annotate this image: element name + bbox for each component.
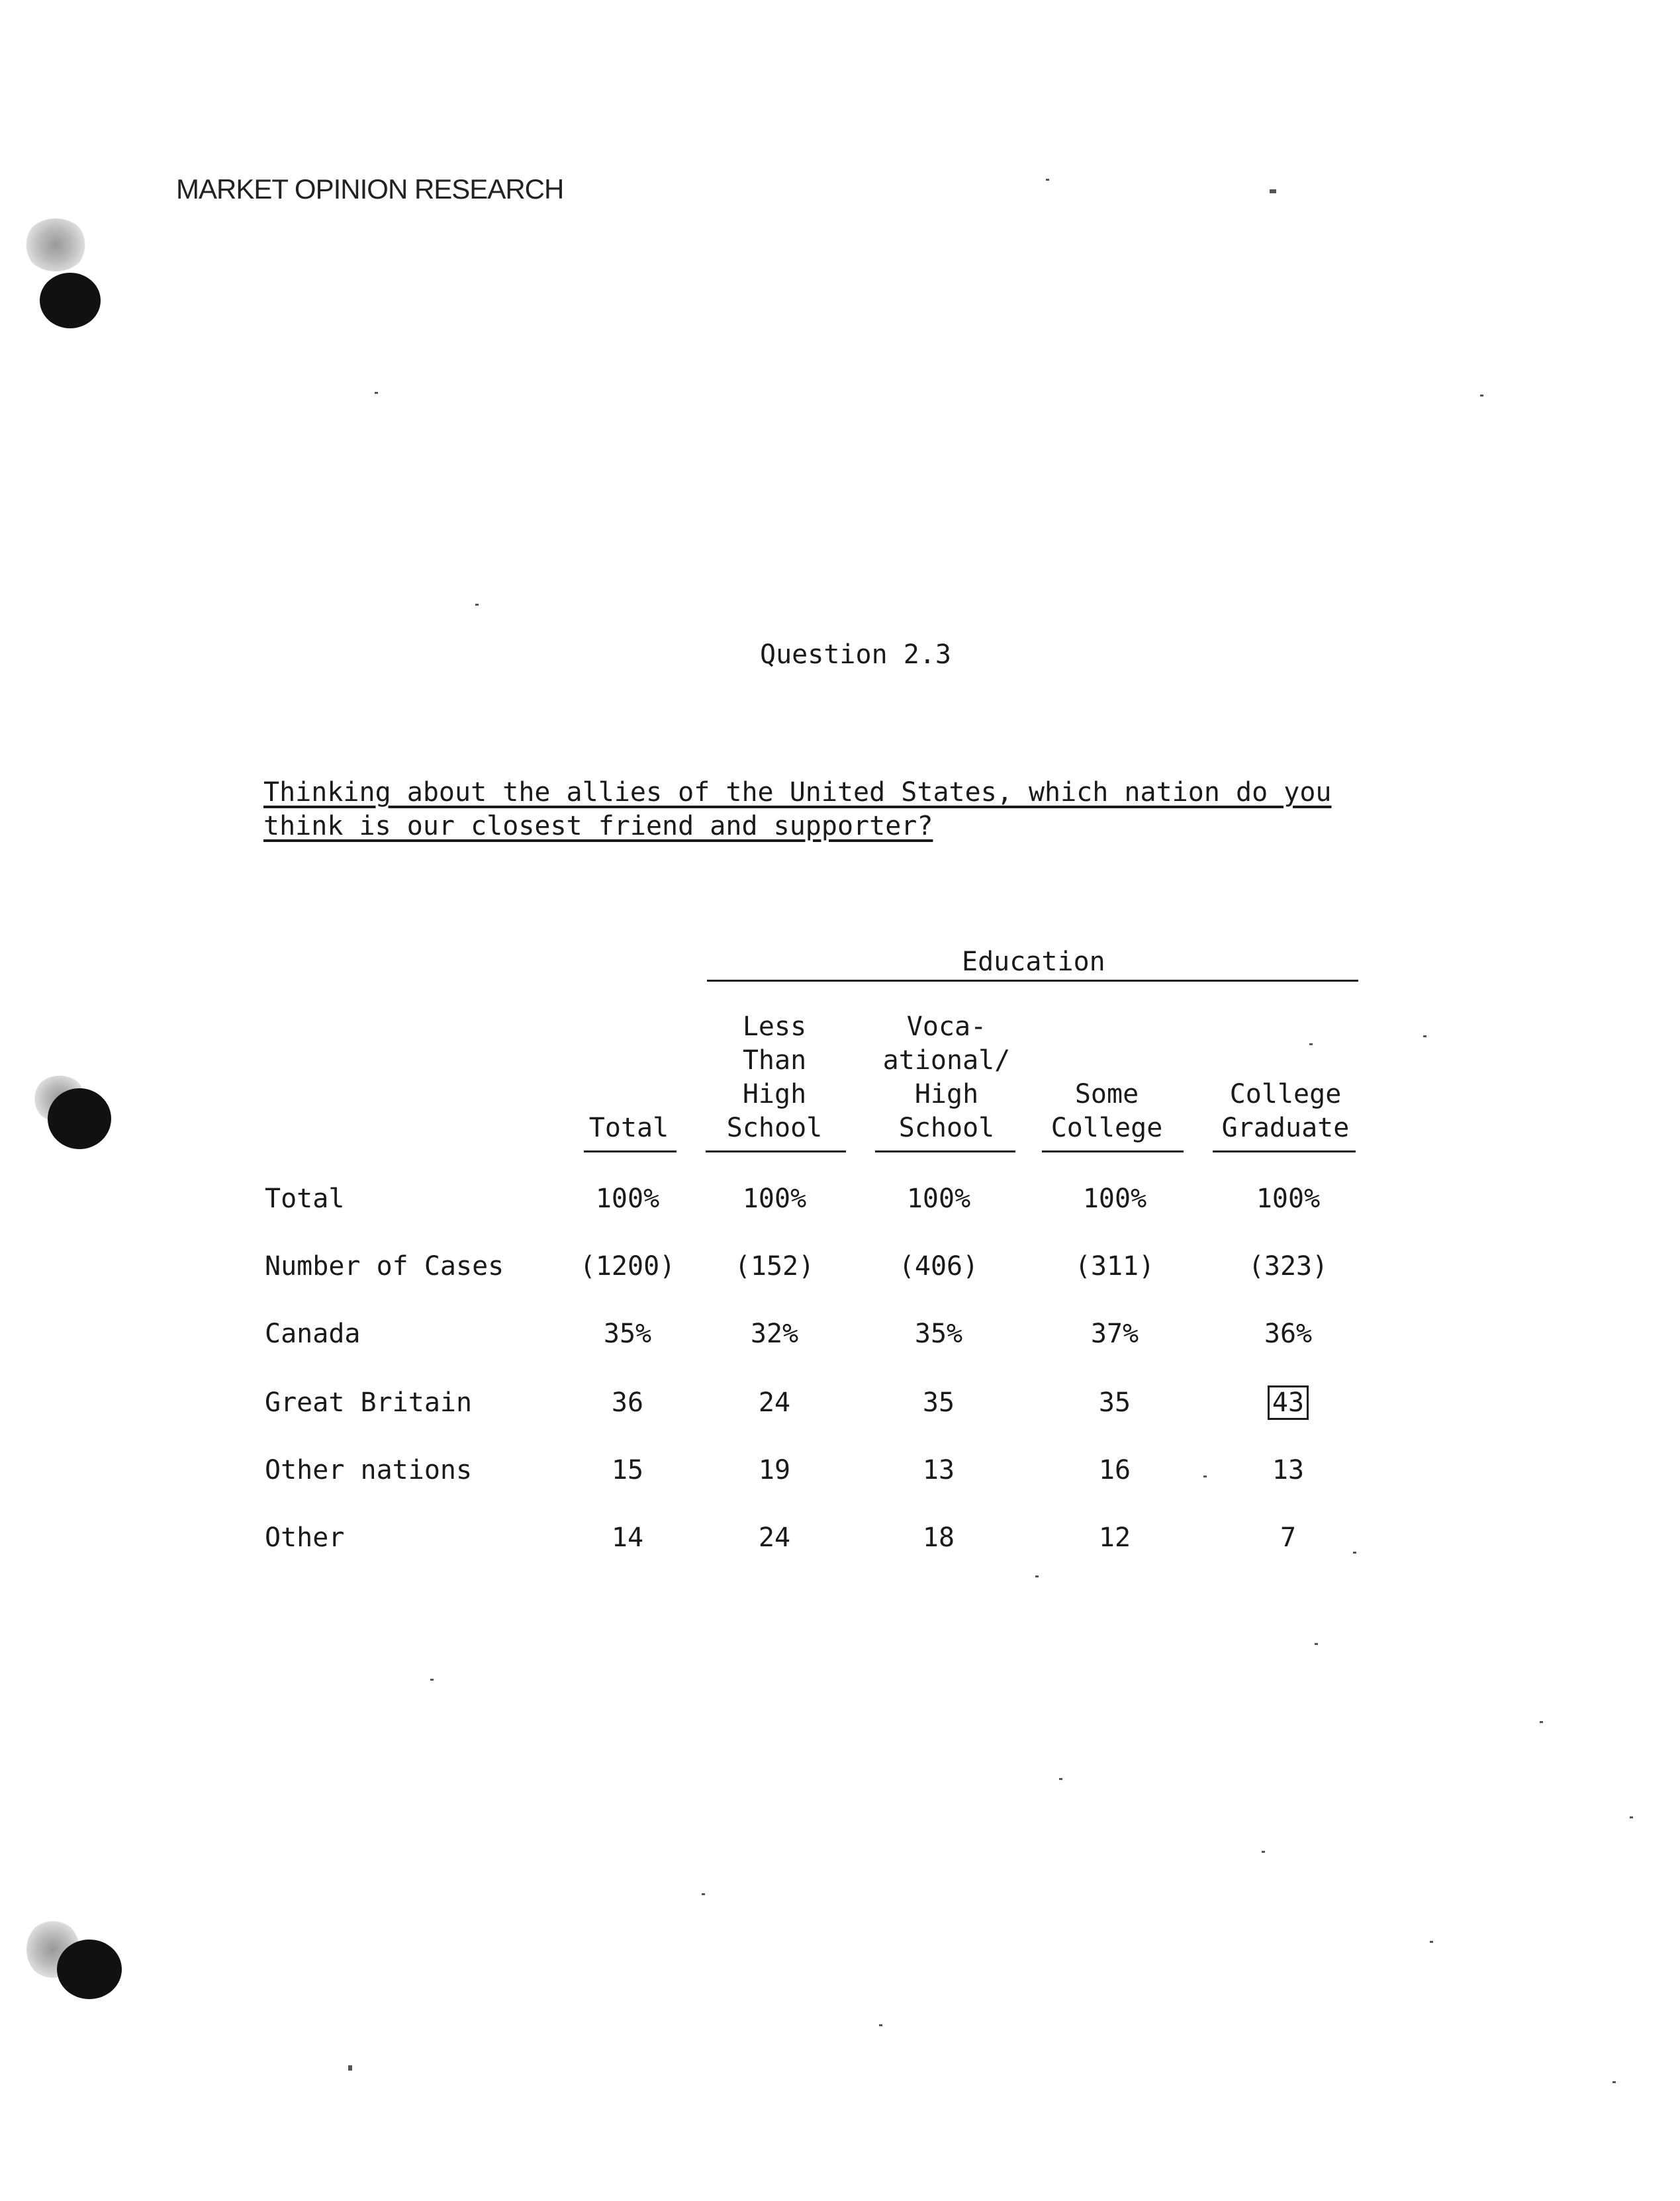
table-cell [872, 1387, 1005, 1418]
column-header-total [563, 1111, 695, 1145]
table-cell [1049, 1387, 1181, 1418]
scan-speck [1540, 1721, 1543, 1723]
table-cell [1222, 1522, 1354, 1553]
question-text [263, 776, 1332, 843]
scan-speck [1423, 1035, 1426, 1037]
cell-value: (323) [1248, 1251, 1329, 1282]
scan-speck [348, 2065, 352, 2071]
column-rule [706, 1150, 846, 1152]
table-cell [708, 1522, 841, 1553]
cell-value: 7 [1280, 1522, 1297, 1553]
table-cell [872, 1522, 1005, 1553]
scan-speck [1612, 2081, 1616, 2083]
cell-value: (311) [1074, 1251, 1155, 1282]
table-cell [561, 1455, 694, 1485]
table-cell [872, 1251, 1005, 1282]
table-cell [1222, 1184, 1354, 1214]
company-header: MARKET OPINION RESEARCH [176, 173, 564, 205]
question-line-2: think is our closest friend and supporter? [263, 811, 933, 841]
boxed-value: 43 [1268, 1385, 1309, 1420]
cell-value: (406) [898, 1251, 979, 1282]
table-cell [1049, 1251, 1181, 1282]
punch-hole [40, 273, 101, 328]
table-cell [708, 1455, 841, 1485]
cell-value: 13 [1272, 1455, 1305, 1485]
punch-hole-fuzz [24, 218, 87, 271]
column-header-line: High [742, 1079, 807, 1109]
cell-value: 12 [1098, 1522, 1131, 1553]
cell-value: (1200) [579, 1251, 676, 1282]
column-header-some-college [1041, 1078, 1173, 1145]
scan-speck [1309, 1043, 1313, 1045]
scan-speck [475, 604, 479, 606]
column-header-line: Voca- [906, 1011, 987, 1042]
column-header-line: Total [588, 1113, 669, 1143]
column-header-line: School [726, 1113, 823, 1143]
cell-value: 16 [1098, 1455, 1131, 1485]
row-label: Number of Cases [265, 1251, 504, 1282]
row-label: Great Britain [265, 1387, 473, 1418]
scan-speck [1059, 1778, 1062, 1780]
cell-value: 100% [1082, 1184, 1147, 1214]
scan-speck [1430, 1941, 1433, 1943]
row-label: Canada [265, 1319, 361, 1349]
table-cell [708, 1251, 841, 1282]
column-header-line: College [1050, 1113, 1163, 1143]
table-cell [872, 1319, 1005, 1349]
column-header-line: School [898, 1113, 995, 1143]
table-cell [708, 1387, 841, 1418]
table-cell [708, 1319, 841, 1349]
table-cell [1049, 1455, 1181, 1485]
row-label: Other nations [265, 1455, 473, 1485]
column-header-line: ational/ [882, 1045, 1011, 1076]
cell-value: 24 [758, 1522, 791, 1553]
cell-value: 35 [922, 1387, 955, 1418]
table-cell [1222, 1387, 1354, 1418]
scan-speck [375, 392, 378, 394]
cell-value: 36 [611, 1387, 644, 1418]
punch-hole [57, 1940, 122, 1999]
table-cell [872, 1184, 1005, 1214]
cell-value: 14 [611, 1522, 644, 1553]
table-cell [561, 1319, 694, 1349]
column-header-line: High [914, 1079, 979, 1109]
education-group-rule [707, 980, 1358, 982]
column-header-line: Some [1074, 1079, 1139, 1109]
cell-value: 100% [906, 1184, 971, 1214]
row-label: Other [265, 1522, 345, 1553]
scan-speck [1480, 395, 1483, 397]
scan-speck [1262, 1851, 1265, 1853]
table-cell [1049, 1184, 1181, 1214]
scan-speck [1035, 1575, 1039, 1577]
cell-value: 24 [758, 1387, 791, 1418]
column-header-line: College [1229, 1079, 1342, 1109]
cell-value: 35% [603, 1319, 652, 1349]
scan-speck [1203, 1475, 1207, 1477]
cell-value: 37% [1090, 1319, 1139, 1349]
punch-hole [48, 1088, 111, 1149]
cell-value: 15 [611, 1455, 644, 1485]
table-cell [561, 1522, 694, 1553]
question-line-1: Thinking about the allies of the United States, which nation do you [263, 777, 1332, 808]
column-rule [875, 1150, 1015, 1152]
cell-value: 32% [750, 1319, 799, 1349]
column-header-less-than-high-school [708, 1010, 841, 1145]
column-rule [1042, 1150, 1184, 1152]
cell-value: 18 [922, 1522, 955, 1553]
cell-value: 100% [1256, 1184, 1321, 1214]
column-header-vocational-high-school [874, 1010, 1019, 1145]
table-cell [708, 1184, 841, 1214]
column-header-line: Than [742, 1045, 807, 1076]
column-header-line: Less [742, 1011, 807, 1042]
scan-speck [430, 1679, 434, 1681]
table-cell [561, 1184, 694, 1214]
cell-value: 100% [595, 1184, 660, 1214]
scan-speck [1270, 189, 1276, 193]
table-cell [1222, 1319, 1354, 1349]
scan-speck [1315, 1643, 1318, 1645]
table-cell [1049, 1522, 1181, 1553]
table-cell [561, 1387, 694, 1418]
table-cell [1049, 1319, 1181, 1349]
cell-value: (152) [734, 1251, 815, 1282]
table-cell [561, 1251, 694, 1282]
cell-value: 19 [758, 1455, 791, 1485]
row-label: Total [265, 1184, 345, 1214]
cell-value: 13 [922, 1455, 955, 1485]
question-title: Question 2.3 [760, 639, 951, 670]
scan-speck [1046, 179, 1049, 181]
table-cell [872, 1455, 1005, 1485]
column-header-college-graduate [1213, 1078, 1358, 1145]
column-rule [1213, 1150, 1356, 1152]
cell-value: 35 [1098, 1387, 1131, 1418]
scan-speck [702, 1893, 705, 1895]
column-rule [584, 1150, 677, 1152]
scan-speck [879, 2024, 882, 2026]
cell-value: 36% [1264, 1319, 1313, 1349]
table-cell [1222, 1251, 1354, 1282]
cell-value: 35% [914, 1319, 963, 1349]
table-cell [1222, 1455, 1354, 1485]
education-group-label: Education [962, 947, 1105, 977]
column-header-line: Graduate [1221, 1113, 1350, 1143]
scan-speck [1630, 1816, 1633, 1818]
cell-value: 100% [742, 1184, 807, 1214]
